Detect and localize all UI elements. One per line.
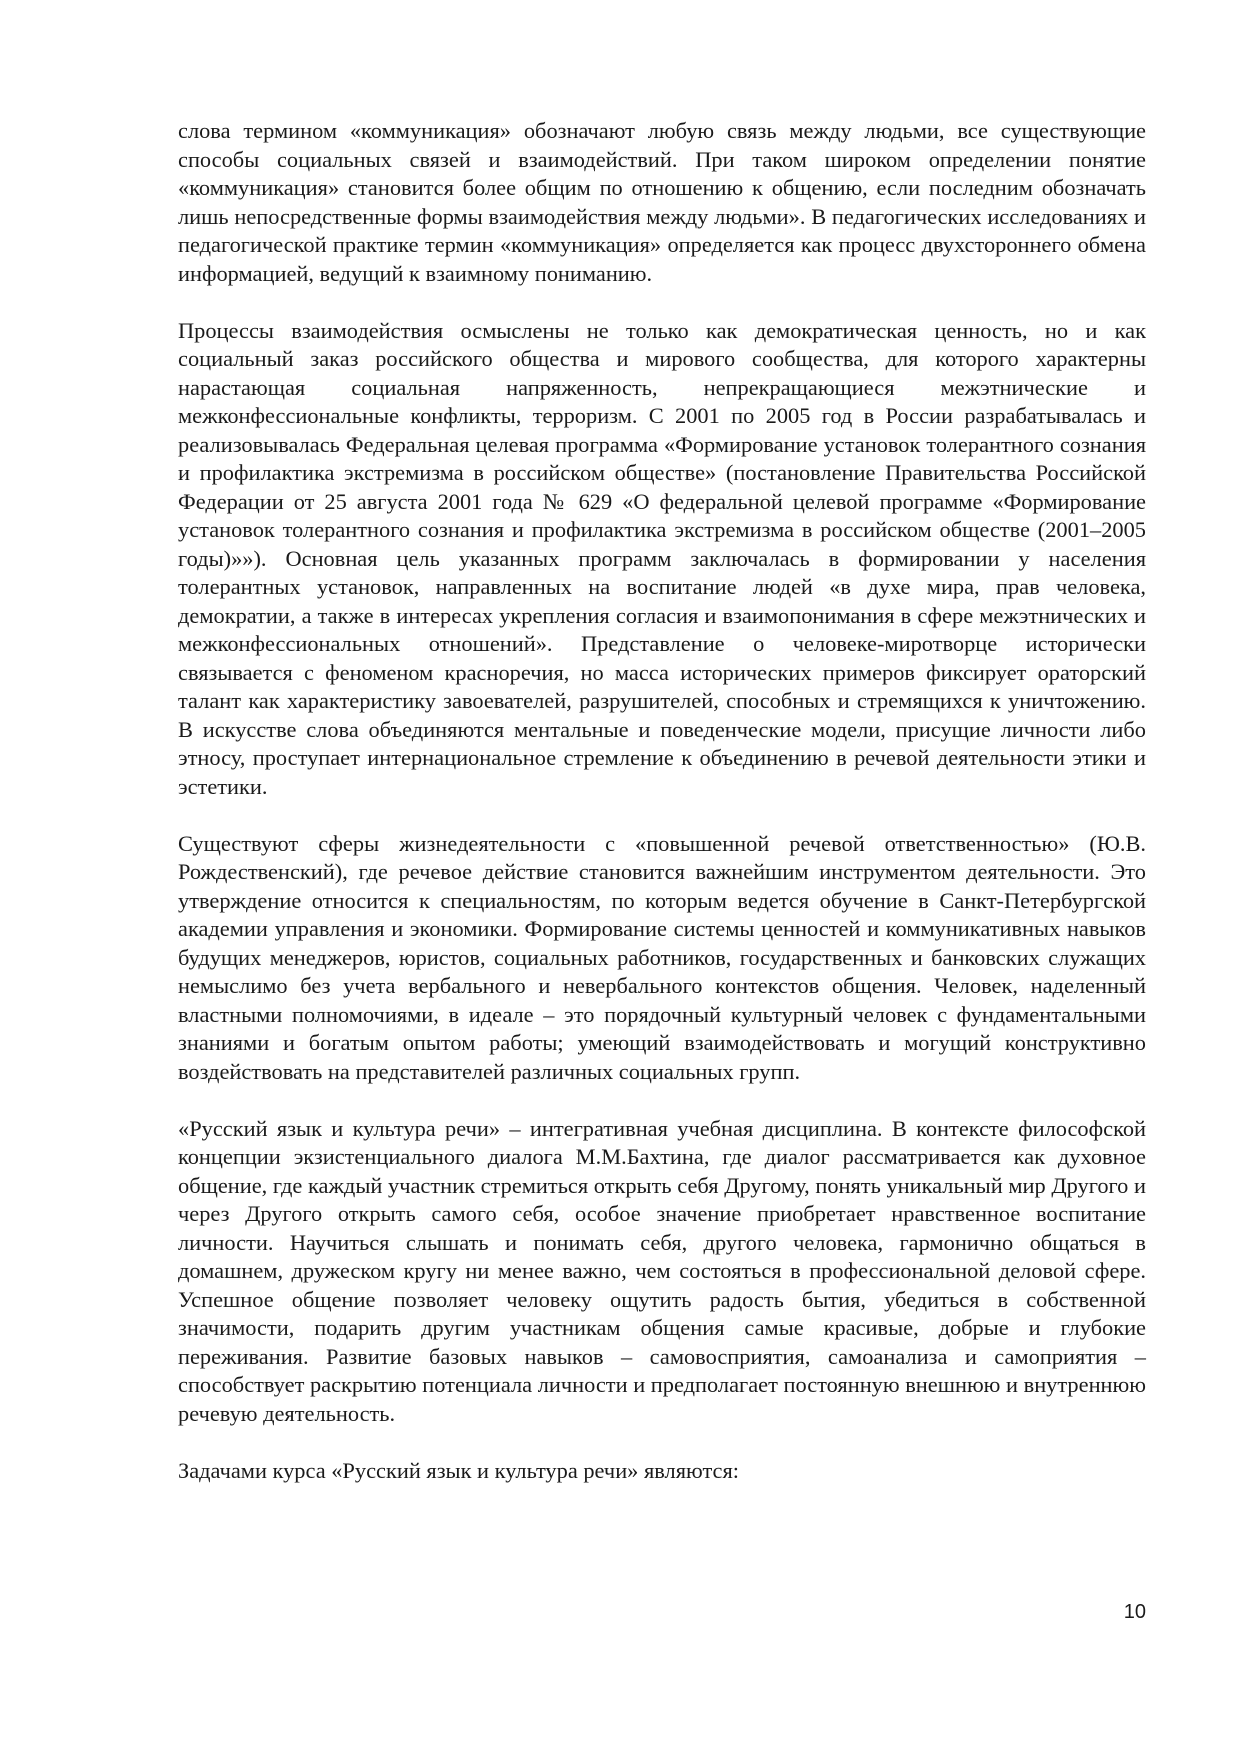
paragraph-speech-responsibility: Существуют сферы жизнедеятельности с «повышенной речевой ответственностью» (Ю.В. Рождественский), где речевое действие становится важнейшим инструментом деятельности. Это утверждение относится к специальностям, по которым ведется обучение в Санкт-Петербургской академии управления и экономики. Формирование системы ценностей и коммуникативных навыков будущих менеджеров, юристов, социальных работников, государственных и банковских служащих немыслимо без учета вербального и невербального контекстов общения. Человек, наделенный властными полномочиями, в идеале – это порядочный культурный человек с фундаментальными знаниями и богатым опытом работы; умеющий взаимодействовать и могущий конструктивно воздействовать на представителей различных социальных групп. <box>178 830 1146 1084</box>
paragraph-communication-definition: слова термином «коммуникация» обозначают любую связь между людьми, все существующие способы социальных связей и взаимодействий. При таком широком определении понятие «коммуникация» становится более общим по отношению к общению, если последним обозначать лишь непосредственные формы взаимодействия между людьми». В педагогических исследованиях и педагогической практике термин «коммуникация» определяется как процесс двухстороннего обмена информацией, ведущий к взаимному пониманию. <box>178 118 1146 286</box>
paragraph-course-description: «Русский язык и культура речи» – интегративная учебная дисциплина. В контексте философской концепции экзистенциального диалога М.М.Бахтина, где диалог рассматривается как духовное общение, где каждый участник стремиться открыть себя Другому, понять уникальный мир Другого и через Другого открыть самого себя, особое значение приобретает нравственное воспитание личности. Научиться слышать и понимать себя, другого человека, гармонично общаться в домашнем, дружеском кругу ни менее важно, чем состояться в профессиональной деловой сфере. Успешное общение позволяет человеку ощутить радость бытия, убедиться в собственной значимости, подарить другим участникам общения самые красивые, добрые и глубокие переживания. Развитие базовых навыков – самовосприятия, самоанализа и самоприятия – способствует раскрытию потенциала личности и предполагает постоянную внешнюю и внутреннюю речевую деятельность. <box>178 1115 1146 1426</box>
page-number: 10 <box>1123 1601 1146 1623</box>
paragraph-course-tasks-intro: Задачами курса «Русский язык и культура речи» являются: <box>178 1457 739 1483</box>
page-body <box>178 117 1146 1485</box>
paragraph-interaction-processes: Процессы взаимодействия осмыслены не только как демократическая ценность, но и как социальный заказ российского общества и мирового сообщества, для которого характерны нарастающая социальная напряженность, непрекращающиеся межэтнические и межконфессиональные конфликты, терроризм. С 2001 по 2005 год в России разрабатывалась и реализовывалась Федеральная целевая программа «Формирование установок толерантного сознания и профилактика экстремизма в российском обществе» (постановление Правительства Российской Федерации от 25 августа 2001 года № 629 «О федеральной целевой программе «Формирование установок толерантного сознания и профилактика экстремизма в российском обществе (2001–2005 годы)»»). Основная цель указанных программ заключалась в формировании у населения толерантных установок, направленных на воспитание людей «в духе мира, прав человека, демократии, а также в интересах укрепления согласия и взаимопонимания в сфере межэтнических и межконфессиональных отношений». Представление о человеке-миротворце исторически связывается с феноменом красноречия, но масса исторических примеров фиксирует ораторский талант как характеристику завоевателей, разрушителей, способных и стремящихся к уничтожению. В искусстве слова объединяются ментальные и поведенческие модели, присущие личности либо этносу, проступает интернациональное стремление к объединению в речевой деятельности этики и эстетики. <box>178 317 1146 799</box>
